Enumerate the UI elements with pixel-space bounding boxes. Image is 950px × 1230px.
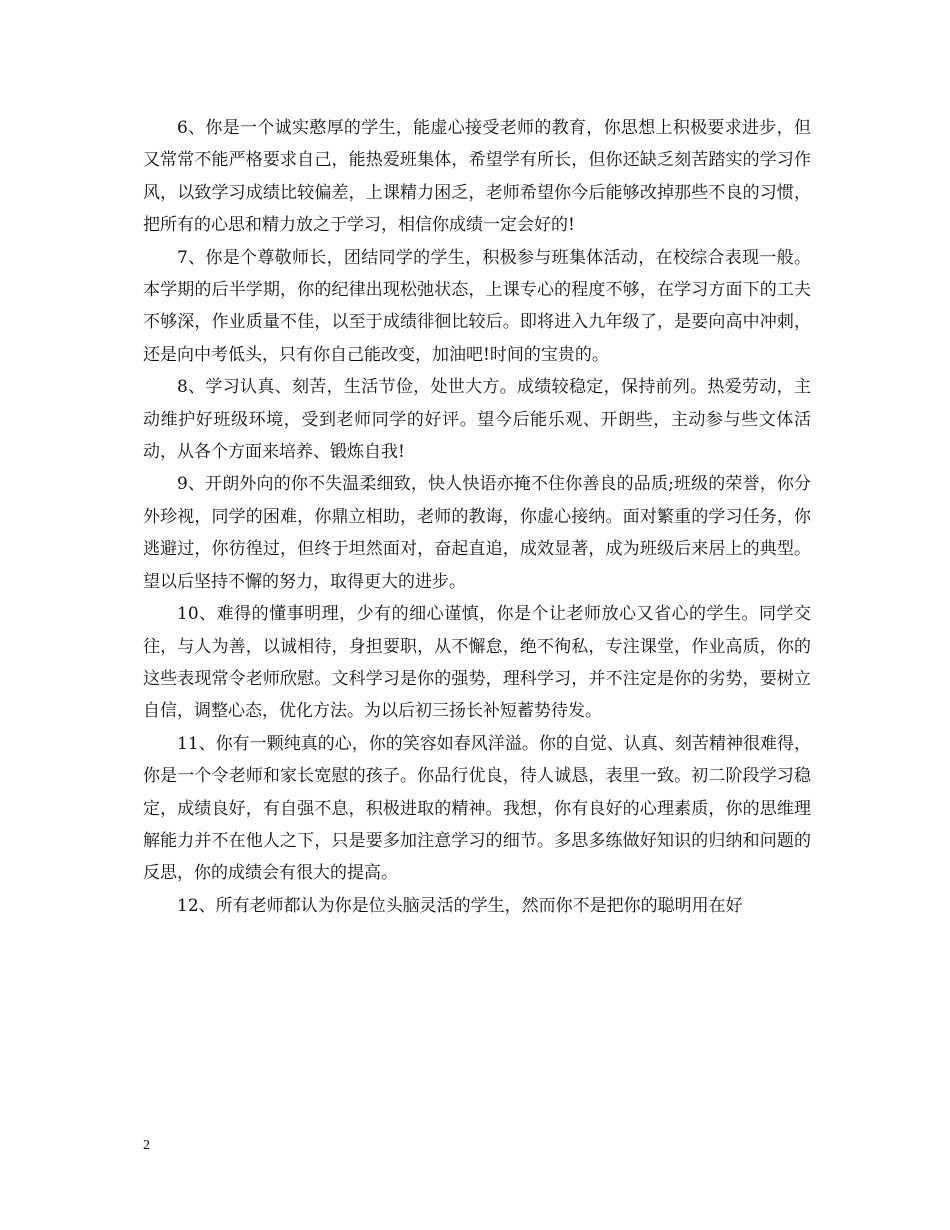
document-body	[143, 112, 811, 922]
paragraph-11: 11、你有一颗纯真的心，你的笑容如春风洋溢。你的自觉、认真、刻苦精神很难得，你是一个令老师和家长宽慰的孩子。你品行优良，待人诚恳，表里一致。初二阶段学习稳定，成绩良好，有自强不息，积极进取的精神。我想，你有良好的心理素质，你的思维理解能力并不在他人之下，只是要多加注意学习的细节。多思多练做好知识的归纳和问题的反思，你的成绩会有很大的提高。	[143, 733, 811, 884]
paragraph-10: 10、难得的懂事明理，少有的细心谨慎，你是个让老师放心又省心的学生。同学交往，与人为善，以诚相待，身担要职，从不懈怠，绝不徇私，专注课堂，作业高质，你的这些表现常令老师欣慰。文科学习是你的强势，理科学习，并不注定是你的劣势，要树立自信，调整心态，优化方法。为以后初三扬长补短蓄势待发。	[143, 604, 811, 722]
paragraph-8: 8、学习认真、刻苦，生活节俭，处世大方。成绩较稳定，保持前列。热爱劳动，主动维护好班级环境，受到老师同学的好评。望今后能乐观、开朗些，主动参与些文体活动，从各个方面来培养、锻炼自我!	[143, 377, 811, 463]
page-number: 2	[143, 1138, 150, 1153]
paragraph-12: 12、所有老师都认为你是位头脑灵活的学生，然而你不是把你的聪明用在好	[177, 895, 743, 916]
paragraph-6: 6、你是一个诚实憨厚的学生，能虚心接受老师的教育，你思想上积极要求进步，但又常常不能严格要求自己，能热爱班集体，希望学有所长，但你还缺乏刻苦踏实的学习作风，以致学习成绩比较偏差，上课精力困乏，老师希望你今后能够改掉那些不良的习惯，把所有的心思和精力放之于学习，相信你成绩一定会好的!	[143, 118, 811, 236]
paragraph-7: 7、你是个尊敬师长，团结同学的学生，积极参与班集体活动，在校综合表现一般。本学期的后半学期，你的纪律出现松弛状态，上课专心的程度不够，在学习方面下的工夫不够深，作业质量不佳，以至于成绩徘徊比较后。即将进入九年级了，是要向高中冲刺，还是向中考低头，只有你自己能改变，加油吧!时间的宝贵的。	[143, 247, 811, 365]
paragraph-9: 9、开朗外向的你不失温柔细致，快人快语亦掩不住你善良的品质;班级的荣誉，你分外珍视，同学的困难，你鼎立相助，老师的教诲，你虚心接纳。面对繁重的学习任务，你逃避过，你彷徨过，但终于坦然面对，奋起直追，成效显著，成为班级后来居上的典型。望以后坚持不懈的努力，取得更大的进步。	[143, 474, 811, 592]
